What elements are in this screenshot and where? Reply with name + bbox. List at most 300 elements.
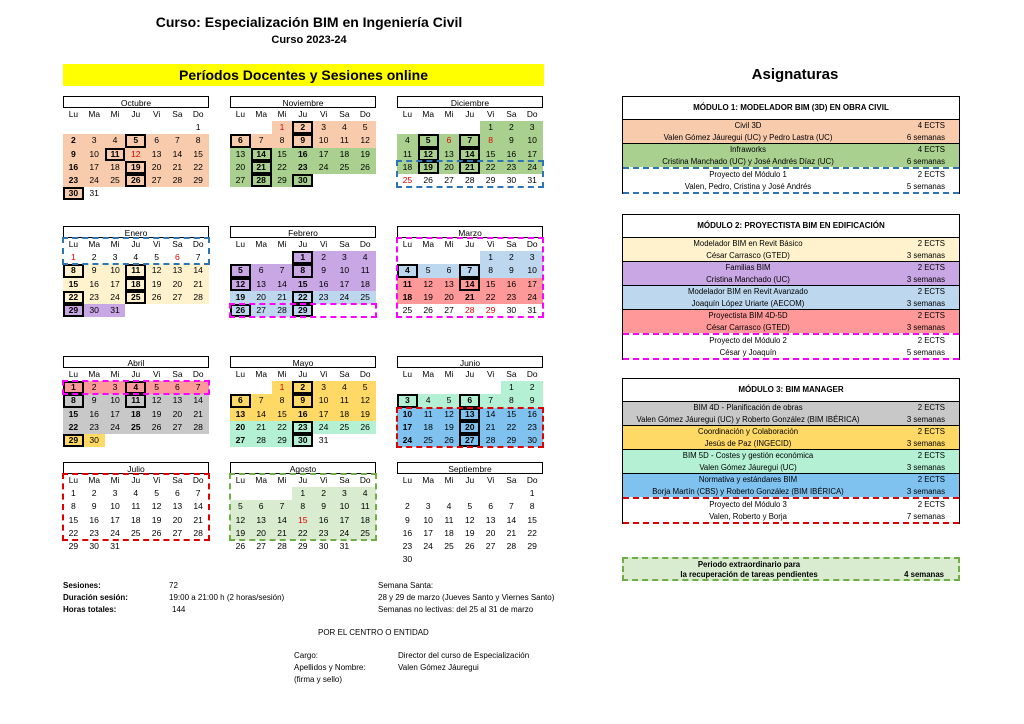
day-cell: 28 [506, 540, 517, 551]
day-cell: 24 [110, 527, 120, 538]
day-cell: 30 [89, 540, 99, 551]
day-cell: 7 [167, 134, 188, 147]
day-cell: 18 [105, 161, 126, 174]
day-cell: 1 [480, 251, 501, 264]
day-cell: 2 [313, 251, 334, 264]
subject-text: Cristina Manchado (UC) y José Andrés Díaz (UC) [662, 156, 834, 166]
sesiones-label: Sesiones: [63, 581, 101, 590]
weekday-header: Lu [235, 369, 246, 379]
day-cell: 3 [313, 121, 334, 134]
day-cell: 25 [418, 434, 439, 447]
weekday-header: Mi [444, 109, 454, 119]
day-cell: 12 [355, 394, 376, 407]
day-cell: 9 [313, 500, 334, 513]
day-cell: 4 [133, 488, 139, 499]
day-cell: 26 [439, 434, 460, 447]
day-cell: 31 [318, 434, 329, 445]
day-cell: 10 [105, 264, 126, 277]
month-grid [63, 368, 209, 447]
day-cell: 21 [251, 421, 272, 434]
day-cell: 27 [251, 304, 272, 317]
day-cell: 30 [318, 540, 329, 551]
weekday-header: Mi [110, 109, 120, 119]
day-cell: 3 [397, 394, 418, 407]
day-cell: 21 [272, 527, 293, 540]
weekday-header: Vi [152, 369, 161, 379]
page-title: Curso: Especialización BIM en Ingeniería Civil [155, 14, 463, 30]
day-cell: 18 [418, 421, 439, 434]
day-cell: 21 [480, 421, 501, 434]
month-grid [397, 108, 543, 187]
day-cell: 12 [146, 264, 167, 277]
day-cell: 27 [230, 174, 251, 187]
day-cell: 15 [480, 148, 501, 161]
day-cell: 30 [84, 304, 105, 317]
empty-cell [272, 487, 293, 500]
day-cell: 31 [89, 188, 99, 199]
weekday-header: Sa [339, 109, 350, 119]
calendar-agosto [230, 462, 376, 553]
day-cell: 8 [501, 394, 522, 407]
day-cell: 1 [71, 252, 76, 263]
day-cell: 23 [89, 527, 99, 538]
day-cell: 22 [63, 291, 84, 304]
day-cell: 20 [485, 527, 496, 538]
subject-credits: 4 ECTS [917, 121, 945, 130]
empty-cell [230, 487, 251, 500]
day-cell: 14 [188, 264, 209, 277]
day-cell: 14 [251, 148, 272, 161]
empty-cell [397, 251, 418, 264]
day-cell: 9 [405, 514, 410, 525]
calendar-junio [397, 356, 543, 447]
weekday-header: Mi [110, 239, 120, 249]
day-cell: 16 [522, 408, 543, 421]
subject-row [623, 473, 959, 486]
day-cell: 9 [84, 264, 105, 277]
weekday-header: Sa [172, 369, 183, 379]
day-cell: 2 [501, 121, 522, 134]
weekday-header: Do [526, 109, 538, 119]
day-cell: 23 [84, 421, 105, 434]
extra-period-line2: la recuperación de tareas pendientes [680, 570, 818, 579]
day-cell: 23 [522, 421, 543, 434]
subject-row [623, 285, 959, 298]
day-cell: 29 [68, 540, 79, 551]
day-cell: 25 [402, 304, 413, 315]
day-cell: 19 [418, 161, 439, 174]
subject-row [623, 250, 959, 262]
day-cell: 21 [506, 527, 517, 538]
day-cell: 29 [527, 540, 537, 551]
subject-credits: 3 semanas [906, 438, 945, 448]
day-cell: 10 [522, 264, 543, 277]
day-cell: 2 [292, 381, 313, 394]
subject-credits: 2 ECTS [917, 475, 945, 484]
weekday-header: Mi [277, 475, 287, 485]
subject-credits: 3 semanas [906, 414, 945, 424]
day-cell: 18 [397, 291, 418, 304]
day-cell: 8 [188, 134, 209, 147]
day-cell: 4 [105, 134, 126, 147]
month-grid [230, 474, 376, 553]
day-cell: 29 [292, 304, 313, 317]
sesiones-value: 72 [169, 581, 178, 590]
day-cell: 23 [84, 291, 105, 304]
calendar-mayo [230, 356, 376, 447]
empty-cell [397, 121, 418, 134]
day-cell: 13 [251, 514, 272, 527]
day-cell: 7 [251, 134, 272, 147]
day-cell: 25 [355, 527, 376, 540]
empty-cell [125, 121, 146, 134]
weekday-header: Vi [319, 369, 328, 379]
day-cell: 14 [167, 148, 188, 161]
subject-row [623, 132, 959, 144]
day-cell: 31 [110, 540, 120, 551]
calendar-octubre [63, 96, 209, 200]
month-name: Agosto [230, 462, 376, 474]
day-cell: 14 [459, 148, 480, 161]
day-cell: 13 [167, 394, 188, 407]
subject-row [623, 181, 959, 195]
empty-cell [418, 381, 439, 394]
day-cell: 25 [334, 161, 355, 174]
day-cell: 28 [465, 174, 475, 185]
month-name: Octubre [63, 96, 209, 108]
day-cell: 30 [402, 554, 413, 565]
day-cell: 25 [444, 540, 454, 551]
empty-cell [459, 381, 480, 394]
day-cell: 19 [146, 278, 167, 291]
day-cell: 21 [459, 161, 480, 174]
weekday-header: Vi [486, 475, 495, 485]
day-cell: 13 [439, 148, 460, 161]
weekday-header: Mi [277, 109, 287, 119]
subject-text: Valen Gómez Jáuregui (UC) [699, 462, 797, 472]
weekday-header: Ju [131, 369, 141, 379]
day-cell: 19 [355, 408, 376, 421]
day-cell: 14 [251, 408, 272, 421]
weekday-header: Lu [402, 109, 413, 119]
weekday-header: Mi [277, 239, 287, 249]
day-cell: 19 [439, 421, 460, 434]
day-cell: 5 [146, 381, 167, 394]
empty-cell [84, 121, 105, 134]
day-cell: 25 [334, 421, 355, 434]
day-cell: 30 [506, 174, 517, 185]
weekday-header: Ju [131, 239, 141, 249]
day-cell: 30 [292, 434, 313, 447]
subject-row [623, 309, 959, 322]
subject-text: BIM 5D - Costes y gestión económica [682, 451, 814, 460]
day-cell: 29 [188, 174, 209, 187]
day-cell: 18 [125, 408, 146, 421]
day-cell: 7 [272, 264, 293, 277]
day-cell: 28 [251, 174, 272, 187]
duracion-value: 19:00 a 21:00 h (2 horas/sesión) [169, 593, 285, 602]
day-cell: 17 [397, 421, 418, 434]
day-cell: 18 [131, 514, 141, 525]
subject-text: Modelador BIM en Revit Básico [693, 239, 803, 248]
subject-row [623, 402, 959, 414]
weekday-header: Mi [444, 369, 454, 379]
calendar-marzo [397, 226, 543, 317]
day-cell: 15 [292, 514, 313, 527]
day-cell: 30 [522, 434, 543, 447]
month-grid [63, 474, 209, 553]
empty-cell [418, 251, 439, 264]
day-cell: 16 [63, 161, 84, 174]
weekday-header: Ju [131, 109, 141, 119]
empty-cell [230, 251, 251, 264]
subject-credits: 3 semanas [906, 250, 945, 260]
day-cell: 14 [506, 514, 517, 525]
module-3-table [622, 378, 960, 524]
day-cell: 4 [334, 121, 355, 134]
day-cell: 20 [167, 278, 188, 291]
weekday-header: Ju [465, 239, 475, 249]
day-cell: 17 [105, 278, 126, 291]
day-cell: 14 [459, 278, 480, 291]
calendar-febrero [230, 226, 376, 317]
horas-value: 144 [172, 605, 186, 614]
empty-cell [459, 487, 480, 500]
day-cell: 10 [334, 500, 355, 513]
subject-text: César Carrasco (GTED) [706, 322, 790, 332]
weekday-header: Ma [422, 369, 435, 379]
month-name: Diciembre [397, 96, 543, 108]
weekday-header: Lu [235, 109, 246, 119]
subject-credits: 3 semanas [906, 322, 945, 332]
weekday-header: Ma [255, 475, 268, 485]
day-cell: 24 [522, 291, 543, 304]
day-cell: 5 [230, 500, 251, 513]
day-cell: 6 [146, 134, 167, 147]
day-cell: 8 [292, 500, 313, 513]
day-cell: 11 [418, 408, 439, 421]
day-cell: 11 [444, 514, 454, 525]
day-cell: 19 [146, 408, 167, 421]
subject-row [623, 497, 959, 511]
day-cell: 3 [105, 381, 126, 394]
day-cell: 4 [133, 252, 139, 263]
day-cell: 21 [188, 278, 209, 291]
day-cell: 12 [418, 278, 439, 291]
day-cell: 4 [446, 501, 452, 512]
day-cell: 6 [251, 500, 272, 513]
subject-text: Jesús de Paz (INGECID) [704, 438, 792, 448]
duracion-label: Duración sesión: [63, 593, 128, 602]
day-cell: 3 [334, 487, 355, 500]
subject-row [623, 120, 959, 132]
day-cell: 10 [334, 264, 355, 277]
day-cell: 31 [527, 174, 537, 185]
day-cell: 16 [402, 527, 413, 538]
day-cell: 3 [112, 488, 118, 499]
day-cell: 26 [146, 421, 167, 434]
day-cell: 22 [480, 291, 501, 304]
weekday-header: Lu [402, 369, 413, 379]
day-cell: 29 [63, 304, 84, 317]
day-cell: 20 [172, 514, 183, 525]
day-cell: 20 [439, 161, 460, 174]
weekday-header: Vi [486, 109, 495, 119]
semana-santa-dates: 28 y 29 de marzo (Jueves Santo y Viernes Santo) [378, 593, 555, 602]
month-name: Marzo [397, 226, 543, 238]
weekday-header: Sa [506, 109, 517, 119]
day-cell: 1 [272, 381, 293, 394]
empty-cell [251, 381, 272, 394]
day-cell: 17 [313, 148, 334, 161]
day-cell: 2 [313, 487, 334, 500]
day-cell: 7 [459, 264, 480, 277]
day-cell: 27 [459, 434, 480, 447]
day-cell: 6 [230, 394, 251, 407]
day-cell: 9 [292, 394, 313, 407]
day-cell: 30 [63, 187, 84, 200]
weekday-header: Lu [235, 475, 246, 485]
day-cell: 20 [251, 527, 272, 540]
day-cell: 1 [480, 121, 501, 134]
weekday-header: Sa [339, 239, 350, 249]
day-cell: 30 [506, 304, 517, 315]
semana-santa-label: Semana Santa: [378, 581, 434, 590]
day-cell: 24 [522, 161, 543, 174]
day-cell: 31 [105, 304, 126, 317]
day-cell: 7 [480, 394, 501, 407]
weekday-header: Ma [422, 239, 435, 249]
weekday-header: Sa [506, 369, 517, 379]
day-cell: 18 [355, 278, 376, 291]
day-cell: 22 [272, 421, 293, 434]
weekday-header: Vi [486, 239, 495, 249]
month-name: Abril [63, 356, 209, 368]
subject-row [623, 333, 959, 347]
day-cell: 5 [154, 252, 159, 263]
day-cell: 27 [167, 421, 188, 434]
subject-text: César Carrasco (GTED) [706, 250, 790, 260]
day-cell: 11 [125, 394, 146, 407]
day-cell: 5 [418, 264, 439, 277]
day-cell: 3 [522, 121, 543, 134]
empty-cell [480, 487, 501, 500]
extra-period-line1: Periodo extraordinario para [697, 560, 801, 569]
day-cell: 26 [423, 174, 433, 185]
empty-cell [251, 487, 272, 500]
day-cell: 7 [188, 381, 209, 394]
day-cell: 11 [334, 394, 355, 407]
weekday-header: Lu [402, 475, 413, 485]
day-cell: 11 [355, 264, 376, 277]
subject-text: Valen, Roberto y Borja [709, 511, 787, 521]
subject-row [623, 322, 959, 334]
subject-credits: 5 semanas [906, 347, 945, 357]
subject-text: Proyecto del Módulo 3 [709, 500, 787, 509]
day-cell: 20 [459, 421, 480, 434]
empty-cell [439, 487, 460, 500]
day-cell: 4 [418, 394, 439, 407]
day-cell: 21 [188, 408, 209, 421]
weekday-header: Sa [506, 475, 517, 485]
weekday-header: Mi [110, 369, 120, 379]
weekday-header: Vi [152, 239, 161, 249]
weekday-header: Ju [465, 109, 475, 119]
day-cell: 12 [418, 148, 439, 161]
day-cell: 14 [188, 394, 209, 407]
weekday-header: Ma [255, 239, 268, 249]
day-cell: 10 [423, 514, 433, 525]
day-cell: 1 [272, 121, 293, 134]
day-cell: 6 [488, 501, 493, 512]
subject-row [623, 449, 959, 462]
month-name: Noviembre [230, 96, 376, 108]
empty-cell [480, 381, 501, 394]
day-cell: 8 [480, 264, 501, 277]
day-cell: 20 [439, 291, 460, 304]
day-cell: 17 [105, 408, 126, 421]
day-cell: 10 [84, 148, 105, 161]
day-cell: 20 [167, 408, 188, 421]
subject-row [623, 143, 959, 156]
day-cell: 5 [418, 134, 439, 147]
day-cell: 5 [467, 501, 473, 512]
day-cell: 17 [334, 278, 355, 291]
weekday-header: Do [359, 109, 371, 119]
day-cell: 29 [63, 434, 84, 447]
day-cell: 16 [313, 514, 334, 527]
day-cell: 9 [522, 394, 543, 407]
day-cell: 25 [125, 291, 146, 304]
calendar-noviembre [230, 96, 376, 187]
day-cell: 24 [334, 527, 355, 540]
day-cell: 23 [501, 291, 522, 304]
calendar-julio [63, 462, 209, 553]
day-cell: 2 [91, 252, 97, 263]
weekday-header: Ju [298, 475, 308, 485]
weekday-header: Ju [298, 109, 308, 119]
subject-row [623, 462, 959, 474]
month-grid [63, 238, 209, 317]
day-cell: 13 [146, 148, 167, 161]
month-grid [230, 238, 376, 317]
subject-text: Familias BIM [725, 263, 771, 272]
day-cell: 13 [167, 264, 188, 277]
day-cell: 2 [63, 134, 84, 147]
cargo-label: Cargo: [294, 651, 319, 660]
day-cell: 11 [125, 264, 146, 277]
day-cell: 24 [84, 174, 105, 187]
day-cell: 7 [195, 488, 201, 499]
subject-text: Civil 3D [734, 121, 762, 130]
day-cell: 23 [501, 161, 522, 174]
day-cell: 3 [313, 381, 334, 394]
weekday-header: Vi [319, 109, 328, 119]
cargo-value: Director del curso de Especialización [398, 651, 530, 660]
subject-row [623, 425, 959, 438]
day-cell: 27 [172, 527, 183, 538]
day-cell: 13 [172, 501, 183, 512]
day-cell: 17 [84, 161, 105, 174]
day-cell: 13 [439, 278, 460, 291]
day-cell: 3 [112, 252, 118, 263]
month-name: Febrero [230, 226, 376, 238]
day-cell: 6 [167, 381, 188, 394]
day-cell: 24 [397, 434, 418, 447]
day-cell: 21 [167, 161, 188, 174]
weekday-header: Lu [68, 369, 79, 379]
day-cell: 29 [501, 434, 522, 447]
